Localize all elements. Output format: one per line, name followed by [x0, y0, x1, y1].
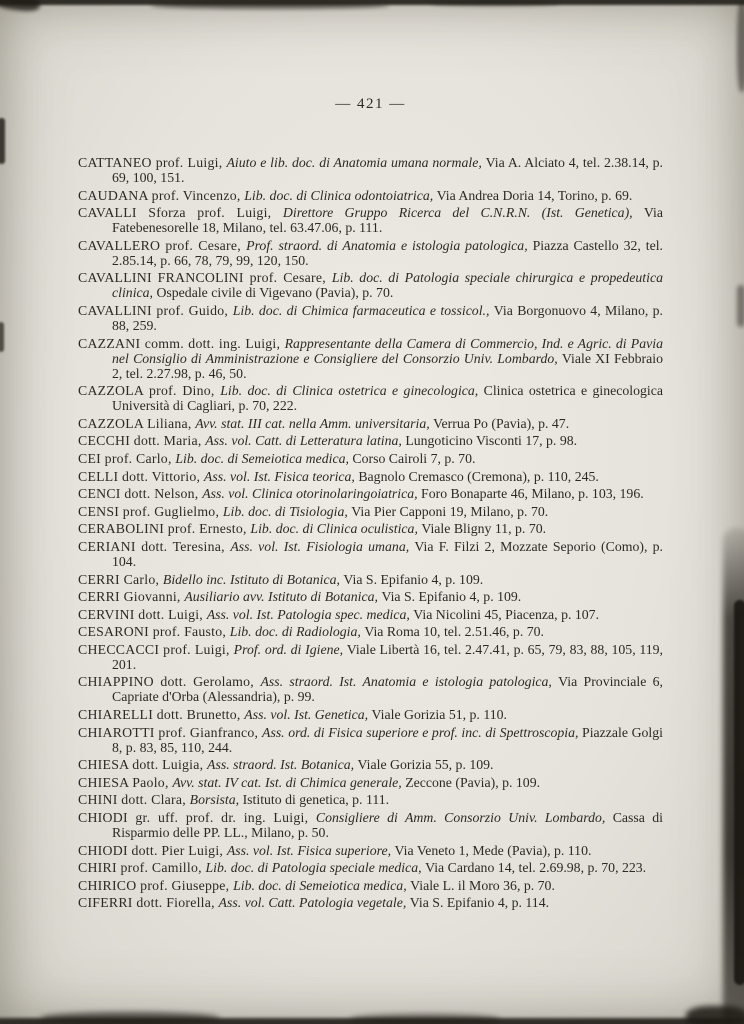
entry-role: Avv. stat. III cat. nella Amm. universitaria, — [195, 415, 434, 431]
directory-entry — [78, 775, 663, 790]
entry-name: CATTANEO prof. Luigi, — [78, 155, 227, 170]
directory-entry — [78, 725, 663, 755]
directory-entry — [78, 433, 663, 448]
entry-name: CHIODI gr. uff. prof. dr. ing. Luigi, — [78, 810, 316, 826]
directory-entry — [78, 486, 663, 501]
scan-artifact-right-band — [723, 528, 744, 1024]
entry-address: Ospedale civile di Vigevano (Pavia), p. 70. — [156, 285, 394, 301]
entry-role: Lib. doc. di Radiologia, — [229, 624, 365, 640]
entry-address: Via Veneto 1, Mede (Pavia), p. 110. — [394, 842, 592, 858]
page-content — [78, 0, 663, 913]
entry-name: CERABOLINI prof. Ernesto, — [78, 521, 251, 537]
entry-role: Ass. vol. Catt. Patologia vegetale, — [218, 895, 410, 911]
entry-name: CELLI dott. Vittorio, — [78, 468, 204, 484]
entry-address: Via Roma 10, tel. 2.51.46, p. 70. — [364, 624, 544, 640]
entry-address: Via Pier Capponi 19, Milano, p. 70. — [351, 503, 549, 519]
entry-address: Piazza Castello 32, tel. 2.85.14, p. 66, 78, 79, 99, 120, 150. — [112, 237, 663, 268]
entry-role: Ass. straord. Ist. Botanica, — [207, 757, 358, 773]
entry-address: Clinica ostetrica e ginecologica Università di Cagliari, p. 70, 222. — [112, 383, 663, 414]
entry-address: Lungoticino Visconti 17, p. 98. — [405, 433, 578, 449]
entry-name: CHIESA dott. Luigia, — [78, 757, 208, 773]
entry-role: Lib. doc. di Patologia speciale chirurgica e propedeutica clinica, — [112, 270, 663, 301]
entry-address: Zeccone (Pavia), p. 109. — [405, 774, 541, 790]
directory-entry — [78, 336, 663, 381]
entry-name: CERVINI dott. Luigi, — [78, 606, 207, 622]
entry-name: CENSI prof. Guglielmo, — [78, 503, 223, 519]
entry-role: Ass. vol. Ist. Fisica superiore, — [226, 842, 395, 858]
entry-role: Ass. vol. Ist. Fisiologia umana, — [230, 538, 415, 554]
entry-role: Lib. doc. di Tisiologia, — [222, 503, 352, 519]
entry-name: CAVALLINI FRANCOLINI prof. Cesare, — [78, 270, 332, 286]
directory-entry — [78, 895, 663, 910]
directory-entry — [78, 624, 663, 639]
directory-entry — [78, 469, 663, 484]
entry-role: Ass. vol. Ist. Patologia spec. medica, — [206, 606, 414, 622]
entry-address: Cassa di Risparmio delle PP. LL., Milano, p. 50. — [112, 810, 663, 841]
entry-role: Ass. vol. Catt. di Letteratura latina, — [205, 433, 406, 449]
entry-role: Ass. ord. di Fisica superiore e prof. inc. di Spettroscopia, — [262, 724, 583, 740]
entry-role: Prof. straord. di Anatomia e istologia patologica, — [246, 237, 533, 253]
entry-name: CHIODI dott. Pier Luigi, — [78, 842, 227, 858]
entry-address: Viale Libertà 16, tel. 2.47.41, p. 65, 79, 83, 88, 105, 119, 201. — [112, 641, 663, 672]
entry-address: Viale XI Febbraio 2, tel. 2.27.98, p. 46, 50. — [112, 350, 663, 381]
directory-entry — [78, 383, 663, 413]
page-number: — 421 — — [335, 96, 406, 112]
entry-name: CHINI dott. Clara, — [78, 792, 190, 808]
directory-entry — [78, 270, 663, 300]
directory-entry — [78, 504, 663, 519]
directory-entry — [78, 878, 663, 893]
entry-address: Via S. Epifanio 4, p. 109. — [381, 589, 522, 605]
entry-role: Lib. doc. di Clinica ostetrica e ginecologica, — [220, 383, 484, 399]
entry-address: Viale Gorizia 55, p. 109. — [357, 757, 494, 773]
scan-artifact-left-mark — [0, 118, 5, 164]
entry-name: CAVALLINI prof. Guido, — [78, 302, 233, 318]
entry-address: Viale Bligny 11, p. 70. — [421, 521, 547, 537]
directory-entry — [78, 416, 663, 431]
entry-role: Lib. doc. di Chimica farmaceutica e tossicol., — [232, 302, 494, 318]
entry-name: CEI prof. Carlo, — [78, 450, 176, 466]
entry-address: Verrua Po (Pavia), p. 47. — [433, 415, 570, 431]
entry-name: CHIRICO prof. Giuseppe, — [78, 877, 234, 893]
entry-name: CERRI Giovanni, — [78, 589, 185, 605]
entry-role: Aiuto e lib. doc. di Anatomia umana normale, — [226, 155, 486, 170]
directory-entry — [78, 674, 663, 704]
entry-address: Foro Bonaparte 46, Milano, p. 103, 196. — [421, 486, 644, 502]
entry-name: CERRI Carlo, — [78, 571, 163, 587]
directory-entry — [78, 707, 663, 722]
scan-artifact-bottom-strip — [0, 1018, 744, 1024]
entry-role: Direttore Gruppo Ricerca del C.N.R.N. (Ist. Genetica), — [282, 205, 644, 221]
directory-entry — [78, 843, 663, 858]
entry-role: Ass. vol. Clinica otorinolaringoiatrica, — [202, 486, 422, 502]
entry-name: CAZZANI comm. dott. ing. Luigi, — [78, 335, 285, 351]
entry-role: Lib. doc. di Semeiotica medica, — [233, 877, 411, 893]
entry-name: CHIESA Paolo, — [78, 774, 173, 790]
entry-role: Avv. stat. IV cat. Ist. di Chimica generale, — [172, 774, 406, 790]
entry-name: CAVALLERO prof. Cesare, — [78, 237, 247, 253]
entry-role: Lib. doc. di Clinica odontoiatrica, — [244, 187, 437, 203]
entry-role: Lib. doc. di Patologia speciale medica, — [205, 860, 426, 876]
directory-entry — [78, 205, 663, 235]
entry-role: Lib. doc. di Semeiotica medica, — [175, 450, 353, 466]
entry-role: Consigliere di Amm. Consorzio Univ. Lombardo, — [315, 810, 613, 826]
directory-entry — [78, 757, 663, 772]
entry-role: Ass. vol. Ist. Genetica, — [244, 707, 372, 723]
directory-entry — [78, 451, 663, 466]
entry-name: CAUDANA prof. Vincenzo, — [78, 187, 245, 203]
entry-role: Ass. straord. Ist. Anatomia e istologia patologica, — [260, 674, 559, 690]
entry-address: Istituto di genetica, p. 111. — [242, 792, 390, 808]
scan-artifact-left-mark — [0, 322, 4, 352]
directory-entry — [78, 238, 663, 268]
entry-address: Via S. Epifanio 4, p. 109. — [343, 571, 484, 587]
directory-entry — [78, 860, 663, 875]
entry-name: CHIAROTTI prof. Gianfranco, — [78, 724, 263, 740]
entry-role: Lib. doc. di Clinica oculistica, — [250, 521, 422, 537]
directory-entry — [78, 810, 663, 840]
directory-list — [78, 155, 663, 910]
entry-address: Via Nicolini 45, Piacenza, p. 107. — [413, 606, 600, 622]
entry-role: Ausiliario avv. Istituto di Botanica, — [184, 589, 382, 605]
entry-address: Viale L. il Moro 36, p. 70. — [410, 877, 555, 893]
entry-address: Viale Gorizia 51, p. 110. — [371, 707, 507, 723]
entry-name: CAZZOLA prof. Dino, — [78, 383, 221, 399]
entry-address: Via A. Alciato 4, tel. 2.38.14, p. 69, 100, 151. — [112, 155, 664, 185]
scan-artifact-bottom-blob — [350, 1014, 500, 1024]
entry-address: Via Fatebenesorelle 18, Milano, tel. 63.47.06, p. 111. — [112, 205, 663, 236]
entry-role: Rappresentante della Camera di Commercio, Ind. e Agric. di Pavia nel Consiglio di Amministrazione e Consigliere del Consorzio Univ. Lombardo, — [112, 335, 663, 366]
entry-role: Bidello inc. Istituto di Botanica, — [162, 571, 344, 587]
entry-name: CESARONI prof. Fausto, — [78, 624, 230, 640]
directory-entry — [78, 607, 663, 622]
scan-artifact-bottom-right — [686, 1006, 744, 1024]
scan-artifact-top-right — [737, 0, 744, 92]
scan-artifact-right-band — [734, 600, 744, 985]
entry-name: CECCHI dott. Maria, — [78, 433, 206, 449]
entry-role: Borsista, — [189, 792, 243, 808]
entry-name: CHIARELLI dott. Brunetto, — [78, 707, 245, 723]
entry-address: Via Andrea Doria 14, Torino, p. 69. — [436, 187, 633, 203]
entry-address: Via Provinciale 6, Capriate d'Orba (Alessandria), p. 99. — [112, 674, 663, 705]
directory-entry — [78, 589, 663, 604]
directory-entry — [78, 303, 663, 333]
entry-address: Via F. Filzi 2, Mozzate Seporio (Como), p. 104. — [112, 538, 663, 569]
entry-address: Corso Cairoli 7, p. 70. — [352, 450, 476, 466]
directory-entry — [78, 792, 663, 807]
directory-entry — [78, 521, 663, 536]
directory-entry — [78, 155, 663, 185]
entry-role: Ass. vol. Ist. Fisica teorica, — [203, 468, 359, 484]
entry-address: Via Cardano 14, tel. 2.69.98, p. 70, 223. — [425, 860, 647, 876]
entry-name: CHIAPPINO dott. Gerolamo, — [78, 674, 261, 690]
entry-address: Bagnolo Cremasco (Cremona), p. 110, 245. — [358, 468, 599, 484]
entry-name: CHECCACCI prof. Luigi, — [78, 641, 234, 657]
directory-entry — [78, 539, 663, 569]
scan-artifact-right-mark — [737, 285, 744, 327]
entry-role: Prof. ord. di Igiene, — [233, 641, 347, 657]
directory-entry — [78, 642, 663, 672]
entry-name: CAVALLI Sforza prof. Luigi, — [78, 205, 283, 221]
directory-entry — [78, 572, 663, 587]
entry-address: Via S. Epifanio 4, p. 114. — [409, 895, 550, 911]
scan-artifact-bottom-blob — [40, 1012, 220, 1024]
entry-name: CERIANI dott. Teresina, — [78, 538, 231, 554]
entry-address: Via Borgonuovo 4, Milano, p. 88, 259. — [112, 302, 663, 333]
scan-artifact-top-left — [0, 0, 41, 13]
entry-name: CENCI dott. Nelson, — [78, 486, 203, 502]
directory-entry — [78, 188, 663, 203]
entry-name: CIFERRI dott. Fiorella, — [78, 895, 219, 911]
entry-address: Piazzale Golgi 8, p. 83, 85, 110, 244. — [112, 724, 663, 755]
entry-name: CHIRI prof. Camillo, — [78, 860, 206, 876]
entry-name: CAZZOLA Liliana, — [78, 415, 196, 431]
